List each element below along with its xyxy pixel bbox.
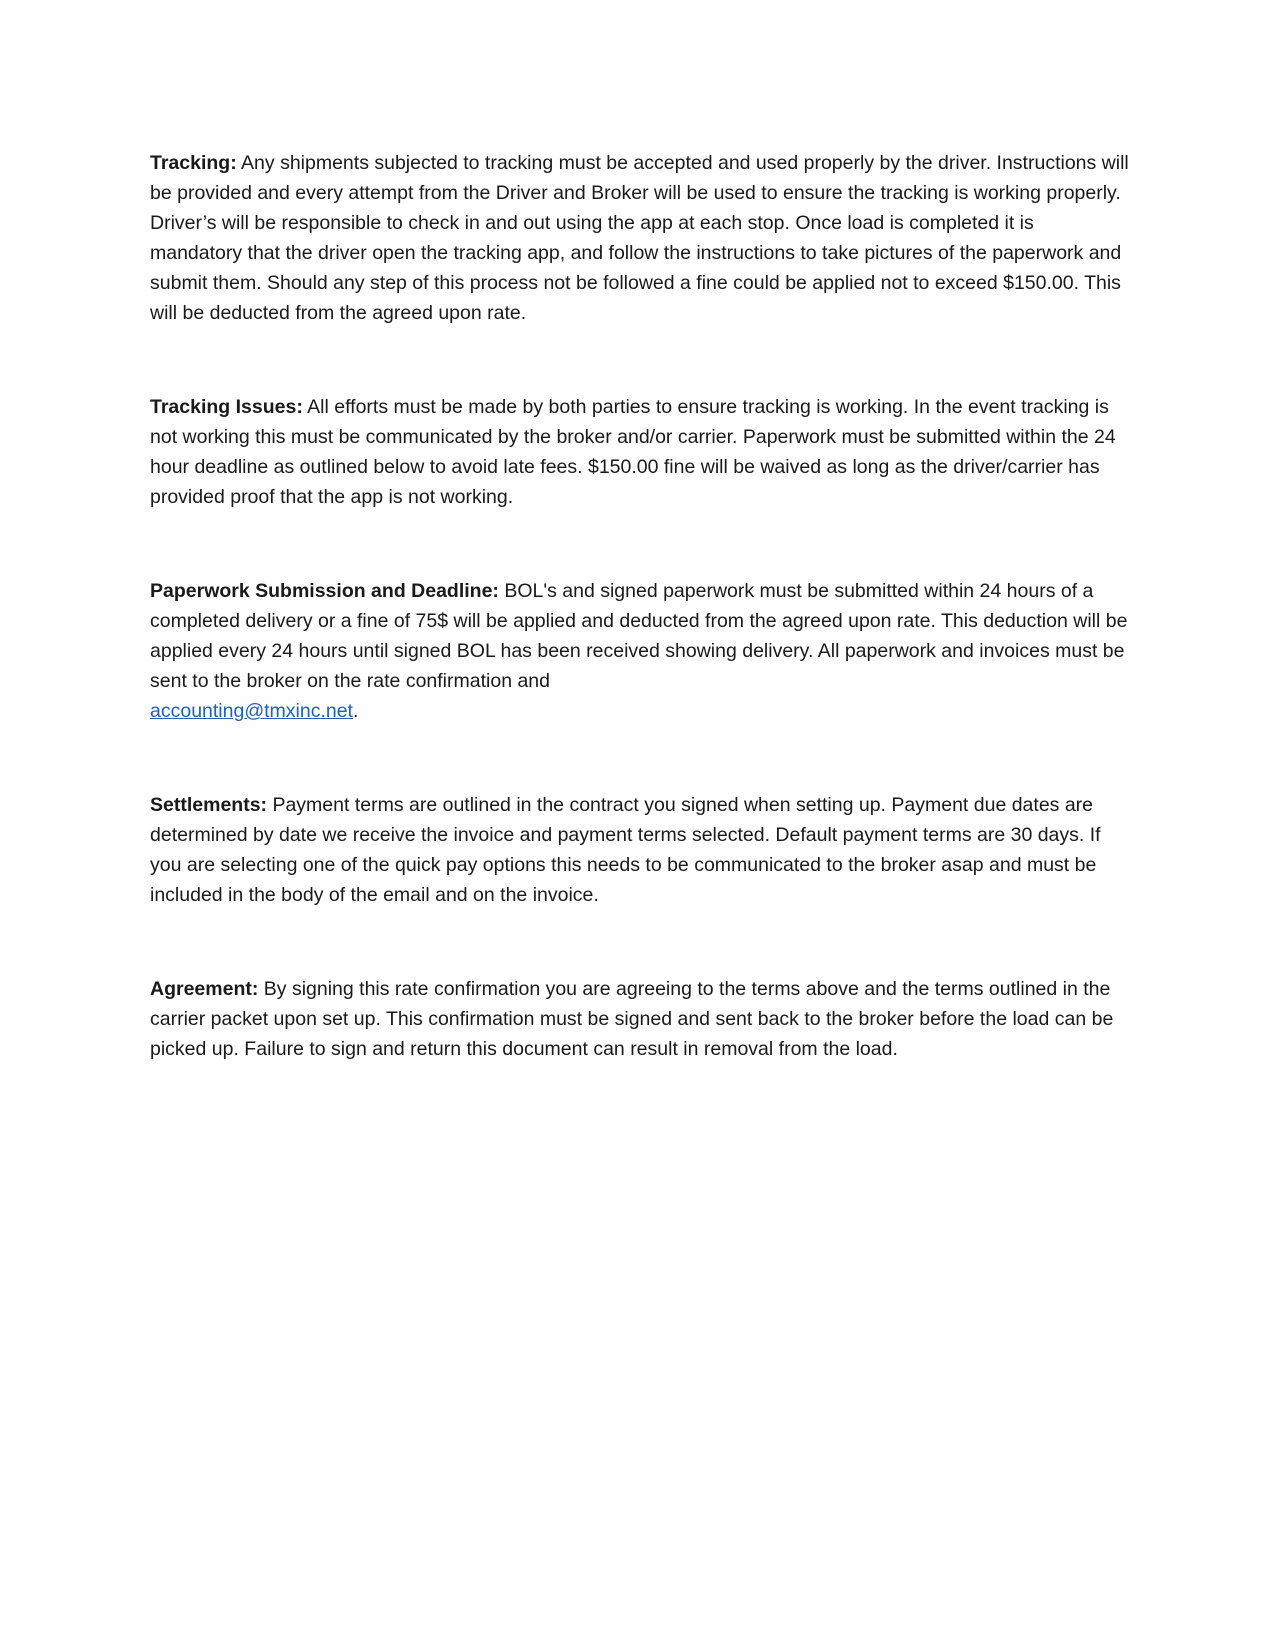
section-body: Any shipments subjected to tracking must be accepted and used properly by the driver. Instructions will be provided and every attempt from the Driver and Broker will be used to ensure the tracking is working properly. Driver’s will be responsible to check in and out using the app at each stop. Once load is completed it is mandatory that the driver open the tracking app, and follow the instructions to take pictures of the paperwork and submit them. Should any step of this process not be followed a fine could be applied not to exceed $150.00. This will be deducted from the agreed upon rate. <box>150 152 1129 324</box>
section-tracking <box>150 148 1130 328</box>
section-body: Payment terms are outlined in the contract you signed when setting up. Payment due dates are determined by date we receive the invoice and payment terms selected. Default payment terms are 30 days. If you are selecting one of the quick pay options this needs to be communicated to the broker asap and must be included in the body of the email and on the invoice. <box>150 794 1101 906</box>
section-body: All efforts must be made by both parties to ensure tracking is working. In the event tracking is not working this must be communicated by the broker and/or carrier. Paperwork must be submitted within the 24 hour deadline as outlined below to avoid late fees. $150.00 fine will be waived as long as the driver/carrier has provided proof that the app is not working. <box>150 396 1116 508</box>
section-body: By signing this rate confirmation you are agreeing to the terms above and the terms outlined in the carrier packet upon set up. This confirmation must be signed and sent back to the broker before the load can be picked up. Failure to sign and return this document can result in removal from the load. <box>150 978 1114 1060</box>
link-trailing-punctuation: . <box>352 700 359 722</box>
section-heading: Settlements: <box>150 794 268 816</box>
section-heading: Agreement: <box>150 978 259 1000</box>
section-body: BOL's and signed paperwork must be submitted within 24 hours of a completed delivery or a fine of 75$ will be applied and deducted from the agreed upon rate. This deduction will be applied every 24 hours until signed BOL has been received showing delivery. All paperwork and invoices must be sent to the broker on the rate confirmation and <box>150 580 1128 692</box>
section-heading: Paperwork Submission and Deadline: <box>150 580 499 602</box>
section-tracking-issues <box>150 392 1130 512</box>
section-heading: Tracking Issues: <box>150 396 303 418</box>
section-heading: Tracking: <box>150 152 237 174</box>
section-settlements <box>150 790 1130 910</box>
accounting-email-link[interactable]: accounting@tmxinc.net <box>150 700 353 722</box>
section-paperwork-submission <box>150 576 1130 726</box>
document-body <box>150 148 1130 1128</box>
section-agreement <box>150 974 1130 1064</box>
